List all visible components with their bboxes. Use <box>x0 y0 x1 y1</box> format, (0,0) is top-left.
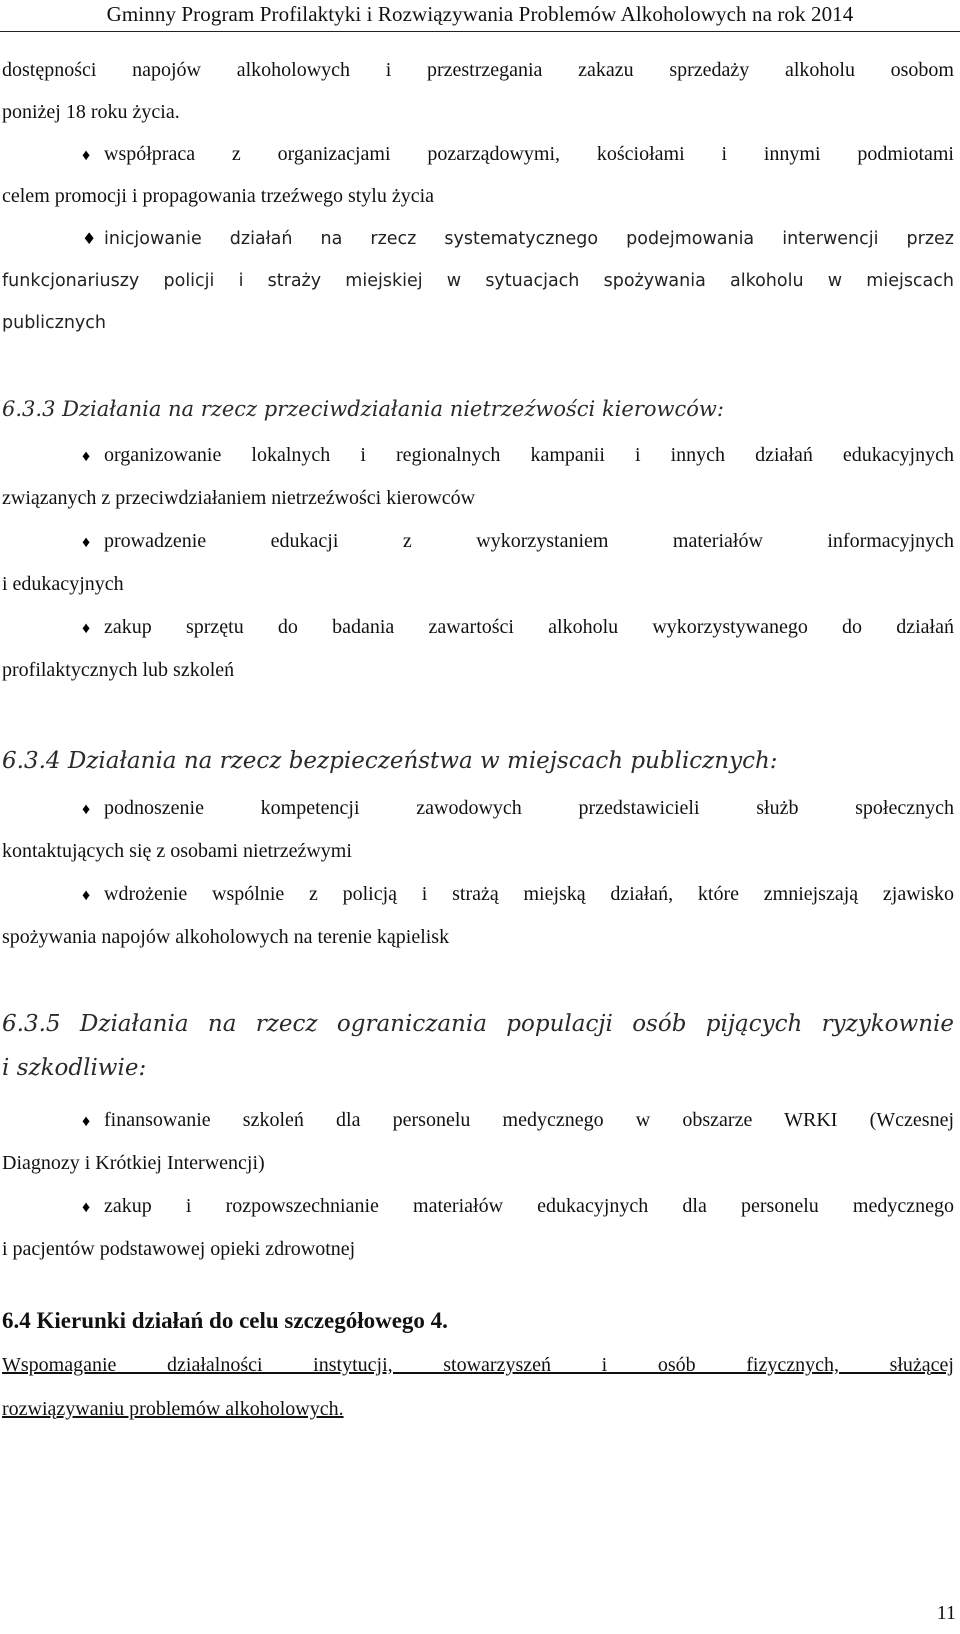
section-heading-6-3-5: 6.3.5 Działania na rzecz ograniczania populacji osób pijących ryzykownie <box>2 1011 954 1037</box>
section-heading-6-3-5-continuation: i szkodliwie: <box>2 1055 147 1081</box>
bullet-item-continuation: profilaktycznych lub szkoleń <box>2 659 235 681</box>
bullet-item: ♦ zakup i rozpowszechnianie materiałów edukacyjnych dla personelu medycznego <box>82 1192 954 1222</box>
bullet-item-continuation: celem promocji i propagowania trzeźwego stylu życia <box>2 185 435 207</box>
intro-line-2: poniżej 18 roku życia. <box>2 101 180 123</box>
bullet-item-continuation: funkcjonariuszy policji i straży miejskiej w sytuacjach spożywania alkoholu w miejscach <box>2 271 954 291</box>
diamond-bullet-icon: ♦ <box>82 147 91 164</box>
header-rule <box>0 31 960 32</box>
diamond-bullet-icon: ♦ <box>82 1199 91 1216</box>
page-number: 11 <box>936 1602 956 1624</box>
bullet-item-continuation: i edukacyjnych <box>2 573 124 595</box>
running-header: Gminny Program Profilaktyki i Rozwiązywania Problemów Alkoholowych na rok 2014 <box>106 2 854 26</box>
diamond-bullet-icon: ♦ <box>82 229 97 248</box>
diamond-bullet-icon: ♦ <box>82 534 91 551</box>
section-6-4-text-line-1: Wspomaganie działalności instytucji, stowarzyszeń i osób fizycznych, służącej <box>2 1354 954 1376</box>
diamond-bullet-icon: ♦ <box>82 1113 91 1130</box>
bullet-item: ♦ wdrożenie wspólnie z policją i strażą miejską działań, które zmniejszają zjawisko <box>82 880 954 910</box>
bullet-item-continuation: publicznych <box>2 313 107 333</box>
diamond-bullet-icon: ♦ <box>82 801 91 818</box>
diamond-bullet-icon: ♦ <box>82 887 91 904</box>
bullet-item-continuation: związanych z przeciwdziałaniem nietrzeźwości kierowców <box>2 487 476 509</box>
intro-line-1: dostępności napojów alkoholowych i przestrzegania zakazu sprzedaży alkoholu osobom <box>2 59 954 81</box>
bullet-item-continuation: kontaktujących się z osobami nietrzeźwymi <box>2 840 352 862</box>
bullet-item-continuation: i pacjentów podstawowej opieki zdrowotnej <box>2 1238 356 1260</box>
section-6-4-text-line-2: rozwiązywaniu problemów alkoholowych. <box>2 1398 344 1420</box>
bullet-item: ♦ zakup sprzętu do badania zawartości alkoholu wykorzystywanego do działań <box>82 613 954 643</box>
bullet-item: ♦ podnoszenie kompetencji zawodowych przedstawicieli służb społecznych <box>82 794 954 824</box>
section-heading-6-3-4: 6.3.4 Działania na rzecz bezpieczeństwa w miejscach publicznych: <box>2 748 778 774</box>
diamond-bullet-icon: ♦ <box>82 448 91 465</box>
bullet-item-continuation: Diagnozy i Krótkiej Interwencji) <box>2 1152 265 1174</box>
bullet-item: ♦ inicjowanie działań na rzecz systematycznego podejmowania interwencji przez <box>82 225 954 253</box>
bullet-item: ♦ współpraca z organizacjami pozarządowymi, kościołami i innymi podmiotami <box>82 140 954 170</box>
section-heading-6-3-3: 6.3.3 Działania na rzecz przeciwdziałania nietrzeźwości kierowców: <box>2 397 724 421</box>
bullet-item: ♦ finansowanie szkoleń dla personelu medycznego w obszarze WRKI (Wczesnej <box>82 1106 954 1136</box>
diamond-bullet-icon: ♦ <box>82 620 91 637</box>
section-heading-6-4: 6.4 Kierunki działań do celu szczegółowego 4. <box>2 1308 448 1333</box>
bullet-item-continuation: spożywania napojów alkoholowych na terenie kąpielisk <box>2 926 450 948</box>
bullet-item: ♦ prowadzenie edukacji z wykorzystaniem materiałów informacyjnych <box>82 527 954 557</box>
bullet-item: ♦ organizowanie lokalnych i regionalnych kampanii i innych działań edukacyjnych <box>82 441 954 471</box>
